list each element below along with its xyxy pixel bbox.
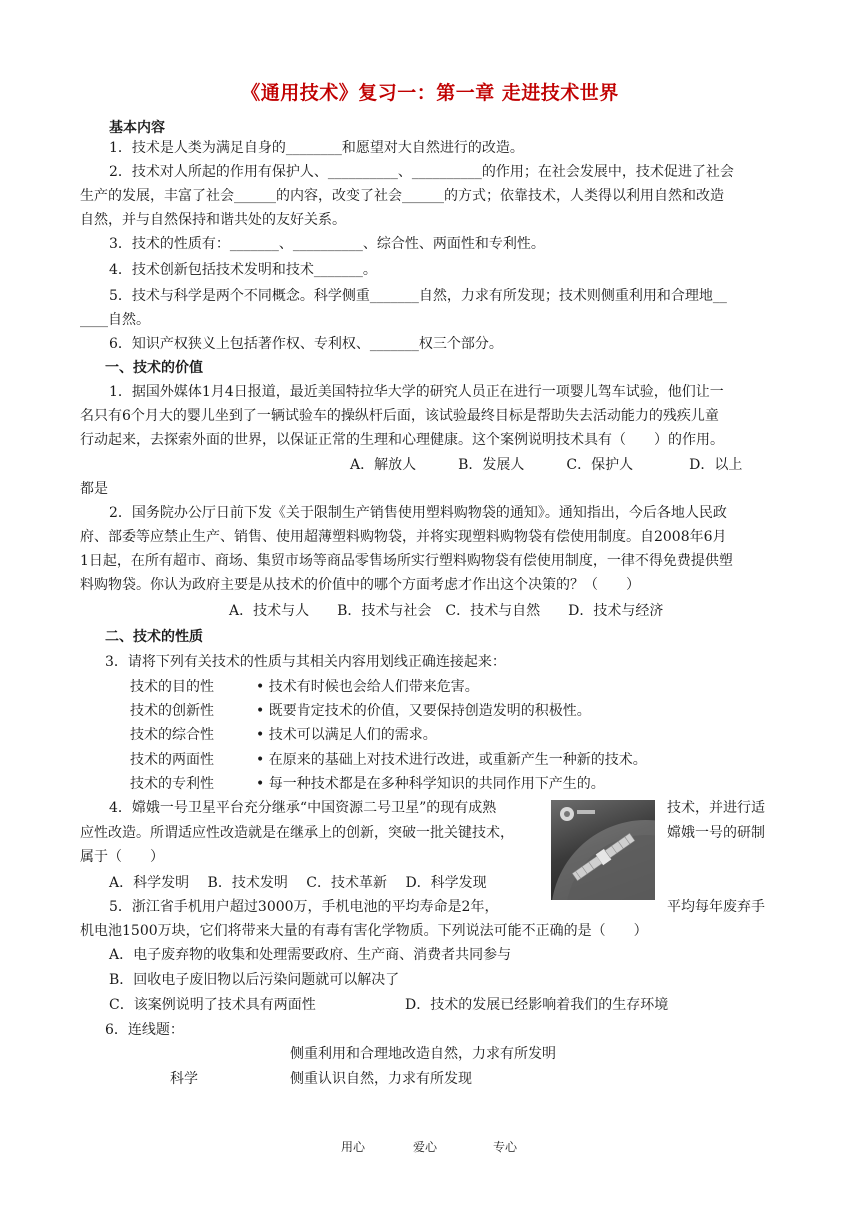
q2-line1: 2．国务院办公厅日前下发《关于限制生产销售使用塑料购物袋的通知》。通知指出，今后各地人民政 — [109, 505, 727, 521]
q4-options: A．科学发明 B．技术发明 C．技术革新 D．科学发现 — [109, 875, 487, 891]
q1-line1: 1．据国外媒体1月4日报道，最近美国特拉华大学的研究人员正在进行一项婴儿驾车试验，他们让一 — [109, 384, 724, 400]
section-2-heading: 二、技术的性质 — [105, 629, 203, 645]
satellite-image-icon — [551, 800, 655, 900]
q3-left-item: 技术的两面性 — [130, 752, 214, 768]
page-title: 《通用技术》复习一：第一章 走进技术世界 — [241, 82, 619, 104]
q3-left-item: 技术的综合性 — [130, 727, 214, 743]
basic-item-2-line2: 生产的发展，丰富了社会______的内容，改变了社会______的方式；依靠技术，人类得以利用自然和改造 — [80, 188, 724, 204]
q4-line1: 4．嫦娥一号卫星平台充分继承“中国资源二号卫星”的现有成熟 — [109, 800, 497, 816]
q2-options: A．技术与人 B．技术与社会 C．技术与自然 D．技术与经济 — [229, 603, 664, 619]
q1-options: A．解放人 B．发展人 C．保护人 D．以上 — [350, 457, 743, 473]
q4-line2-right: 嫦娥一号的研制 — [667, 825, 765, 841]
q2-line4: 料购物袋。你认为政府主要是从技术的价值中的哪个方面考虑才作出这个决策的？（ ） — [80, 577, 640, 593]
q6-prompt: 6．连线题： — [105, 1022, 184, 1038]
q4-line1-right: 技术，并进行适 — [667, 800, 765, 816]
q4-line2: 应性改造。所谓适应性改造就是在继承上的创新，突破一批关键技术， — [80, 825, 514, 841]
q1-line3: 行动起来，去探索外面的世界，以保证正常的生理和心理健康。这个案例说明技术具有（ ）的作用。 — [80, 432, 724, 448]
section-1-heading: 一、技术的价值 — [105, 360, 203, 376]
basic-item-4: 4．技术创新包括技术发明和技术_______。 — [109, 262, 377, 278]
basic-item-1: 1．技术是人类为满足自身的________和愿望对大自然进行的改造。 — [109, 140, 524, 156]
q3-right-item: • 技术有时候也会给人们带来危害。 — [256, 679, 479, 695]
basic-item-2-line1: 2．技术对人所起的作用有保护人、__________、__________的作用；在社会发展中，技术促进了社会 — [109, 164, 734, 180]
q2-line3: 1日起，在所有超市、商场、集贸市场等商品零售场所实行塑料购物袋有偿使用制度，一律不得免费提供塑 — [80, 553, 733, 569]
q5-line1-right: 平均每年废弃手 — [667, 899, 765, 915]
q5-line1: 5．浙江省手机用户超过3000万，手机电池的平均寿命是2年， — [109, 899, 499, 915]
q6-right-item: 侧重利用和合理地改造自然，力求有所发明 — [290, 1046, 556, 1062]
satellite-photo — [551, 800, 655, 900]
basic-item-5-line2: ____自然。 — [80, 312, 150, 328]
q5-option-a: A．电子废弃物的收集和处理需要政府、生产商、消费者共同参与 — [109, 947, 512, 963]
q5-option-b: B．回收电子废旧物以后污染问题就可以解决了 — [109, 972, 400, 988]
q1-line2: 名只有6个月大的婴儿坐到了一辆试验车的操纵杆后面，该试验最终目标是帮助失去活动能力的残疾儿童 — [80, 408, 719, 424]
q6-left-item: 科学 — [170, 1071, 198, 1087]
footer-text: 爱心 — [413, 1140, 438, 1154]
basic-item-2-line3: 自然，并与自然保持和谐共处的友好关系。 — [80, 212, 346, 228]
q4-line3: 属于（ ） — [80, 849, 164, 865]
q2-line2: 府、部委等应禁止生产、销售、使用超薄塑料购物袋，并将实现塑料购物袋有偿使用制度。自2008年6月 — [80, 529, 727, 545]
q3-right-item: • 技术可以满足人们的需求。 — [256, 727, 437, 743]
q3-right-item: • 既要肯定技术的价值，又要保持创造发明的积极性。 — [256, 703, 591, 719]
q5-line2: 机电池1500万块，它们将带来大量的有毒有害化学物质。下列说法可能不正确的是（ ） — [80, 923, 648, 939]
q3-right-item: • 每一种技术都是在多种科学知识的共同作用下产生的。 — [256, 776, 605, 792]
q6-right-item: 侧重认识自然，力求有所发现 — [290, 1071, 472, 1087]
basic-item-5-line1: 5．技术与科学是两个不同概念。科学侧重_______自然，力求有所发现；技术则侧重利用和合理地__ — [109, 288, 727, 304]
footer-text: 专心 — [493, 1140, 518, 1154]
footer-text: 用心 — [341, 1140, 366, 1154]
q3-right-item: • 在原来的基础上对技术进行改进，或重新产生一种新的技术。 — [256, 752, 647, 768]
q3-left-item: 技术的专利性 — [130, 776, 214, 792]
q5-option-d: D．技术的发展已经影响着我们的生存环境 — [405, 997, 669, 1013]
basic-item-3: 3．技术的性质有：_______、__________、综合性、两面性和专利性。 — [109, 236, 545, 252]
basic-heading: 基本内容 — [109, 120, 165, 136]
basic-item-6: 6．知识产权狭义上包括著作权、专利权、_______权三个部分。 — [109, 336, 503, 352]
q3-prompt: 3．请将下列有关技术的性质与其相关内容用划线正确连接起来： — [105, 654, 506, 670]
q3-left-item: 技术的目的性 — [130, 679, 214, 695]
q5-option-c: C．该案例说明了技术具有两面性 — [109, 997, 316, 1013]
q1-line5: 都是 — [80, 481, 108, 497]
q3-left-item: 技术的创新性 — [130, 703, 214, 719]
